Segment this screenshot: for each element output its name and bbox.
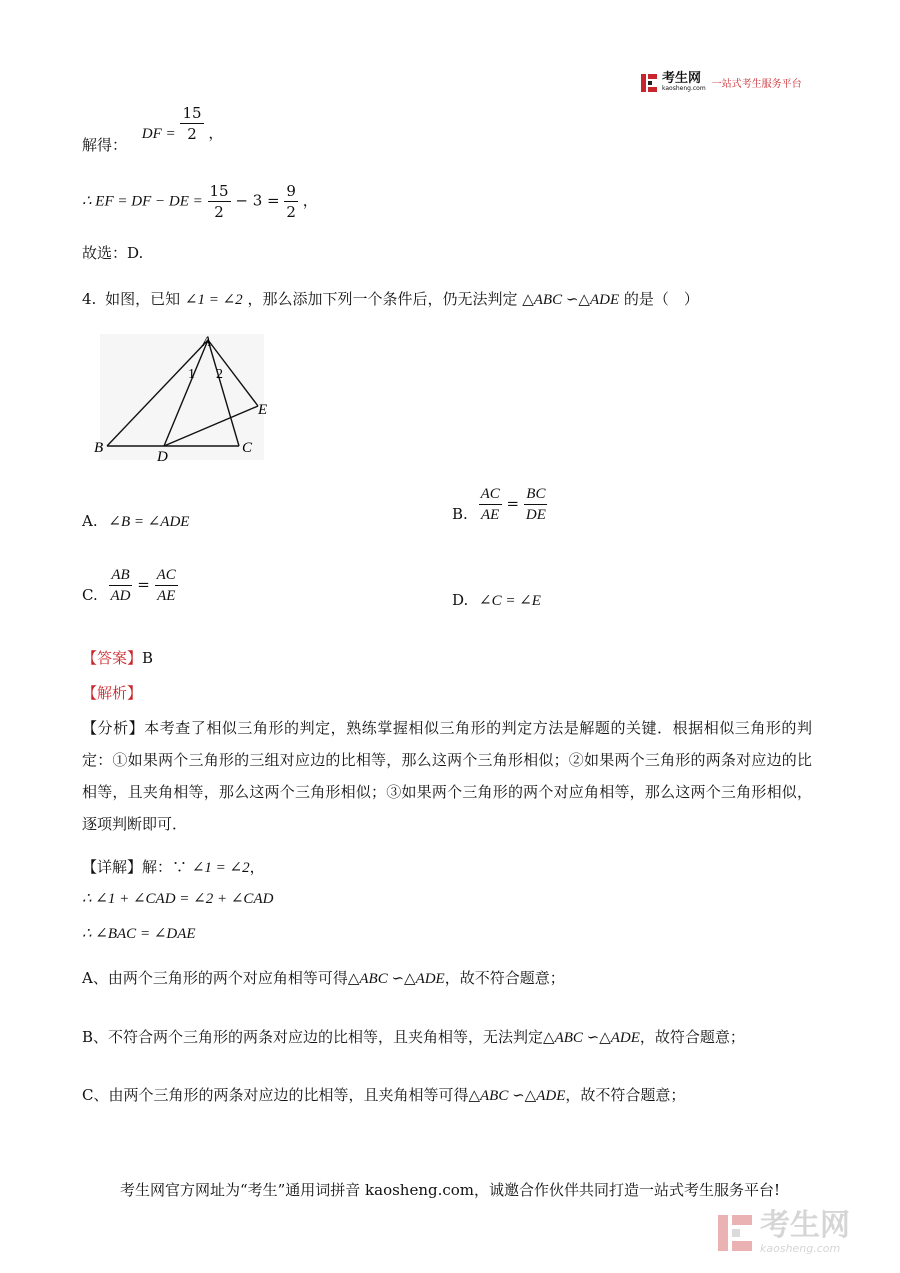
- label-e: E: [258, 402, 268, 418]
- df-num: 15: [182, 104, 202, 122]
- option-c-frac-2: [155, 565, 178, 606]
- solve-line: [82, 103, 224, 154]
- explain-b-sim: △ABC ∽△ADE: [543, 1030, 640, 1046]
- option-b-frac-1: [479, 484, 502, 525]
- option-c-letter: C.: [82, 585, 98, 604]
- option-a-letter: A.: [82, 512, 98, 530]
- ef-den-2: 2: [286, 203, 296, 221]
- stem-part-b: ，那么添加下列一个条件后，仍无法判定: [247, 290, 518, 308]
- label-c: C: [242, 440, 253, 456]
- step-2: ∴ ∠BAC = ∠DAE: [82, 926, 196, 942]
- detail-intro: 解：∵: [142, 858, 188, 876]
- explain-b: [82, 1027, 745, 1048]
- explain-c-post: ，故不符合题意；: [565, 1086, 686, 1104]
- df-fraction: [180, 103, 203, 144]
- prev-choice: 故选：D.: [82, 244, 144, 262]
- stem-part-c: 的是（ ）: [623, 290, 699, 308]
- option-c-frac-1: [109, 565, 133, 606]
- answer-line: [82, 648, 153, 668]
- label-d: D: [157, 449, 168, 465]
- analysis-paragraph: [82, 712, 812, 840]
- option-d[interactable]: [452, 590, 541, 611]
- df-tail: ，: [208, 123, 224, 142]
- watermark-logo-icon: [716, 1213, 754, 1253]
- explain-c-pre: C、由两个三角形的两条对应边的比相等，且夹角相等可得: [82, 1086, 469, 1104]
- explain-a-pre: A、由两个三角形的两个对应角相等可得: [82, 969, 348, 987]
- option-b-num-1: AC: [479, 484, 502, 505]
- explain-b-post: ，故符合题意；: [639, 1028, 745, 1046]
- explain-c: [82, 1085, 685, 1106]
- explain-a: [82, 968, 565, 989]
- detail-cond: ∠1 = ∠2: [191, 860, 250, 876]
- df-den: 2: [187, 125, 197, 143]
- stem-condition: ∠1 = ∠2: [184, 292, 243, 308]
- label-b: B: [94, 440, 104, 456]
- option-c-den-2: AE: [157, 588, 176, 604]
- option-c[interactable]: [82, 565, 178, 606]
- df-lhs: DF =: [141, 125, 176, 142]
- option-a-expr: ∠B = ∠ADE: [108, 514, 190, 530]
- ef-line: [82, 181, 318, 222]
- ef-num-2: 9: [286, 182, 296, 200]
- option-c-num-2: AC: [155, 565, 178, 586]
- fenxi-tag: 【分析】: [82, 719, 145, 737]
- watermark-text: 考生网: [760, 1208, 850, 1243]
- option-d-letter: D.: [452, 591, 469, 609]
- ef-mid: − 3 =: [235, 191, 280, 210]
- label-angle-1: 1: [188, 367, 195, 382]
- option-b[interactable]: [452, 484, 548, 525]
- option-b-letter: B.: [452, 504, 468, 523]
- ef-tail: ，: [302, 191, 318, 210]
- kaosheng-logo-icon: [640, 73, 658, 93]
- explain-a-sim: △ABC ∽△ADE: [347, 971, 445, 987]
- ef-lhs: ∴ EF = DF − DE =: [82, 193, 203, 210]
- explain-a-post: ，故不符合题意；: [444, 969, 565, 987]
- ef-fraction-2: [284, 181, 298, 222]
- figure-background: [100, 334, 264, 460]
- footer-text: 考生网官方网址为“考生”通用词拼音 kaosheng.com，诚邀合作伙伴共同打造一站式考生服务平台!: [119, 1181, 781, 1199]
- watermark-sub: kaosheng.com: [760, 1242, 841, 1255]
- logo-sub: kaosheng.com: [662, 85, 706, 92]
- option-b-frac-2: [524, 484, 548, 525]
- detail-tail: ，: [249, 858, 265, 876]
- option-c-den-1: AD: [110, 588, 131, 604]
- header-logo: [640, 72, 802, 93]
- explain-c-sim: △ABC ∽△ADE: [468, 1088, 566, 1104]
- explain-b-pre: B、不符合两个三角形的两条对应边的比相等，且夹角相等，无法判定: [82, 1028, 544, 1046]
- option-b-den-1: AE: [481, 507, 500, 523]
- detail-line: [82, 857, 265, 878]
- label-angle-2: 2: [216, 367, 223, 382]
- question-stem: [82, 289, 699, 310]
- stem-similar: △ABC ∽△ADE: [522, 292, 620, 308]
- ef-den-1: 2: [214, 203, 224, 221]
- option-c-eq: =: [137, 575, 150, 594]
- solve-label: 解得：: [82, 135, 128, 154]
- option-b-den-2: DE: [525, 507, 546, 523]
- label-a: A: [202, 334, 212, 350]
- option-c-num-1: AB: [109, 565, 131, 586]
- header-slogan: 一站式考生服务平台: [711, 79, 802, 90]
- step-1: ∴ ∠1 + ∠CAD = ∠2 + ∠CAD: [82, 891, 274, 907]
- logo-text: 考生网: [662, 71, 702, 86]
- fenxi-text: 本考查了相似三角形的判定，熟练掌握相似三角形的判定方法是解题的关键．根据相似三角形的判定：①如果两个三角形的三组对应边的比相等，那么这两个三角形相似；②如果两个三角形的两条对应边的比相等，且夹角相等，那么这两个三角形相似；③如果两个三角形的两个对应角相等，那么这两个三角形相似，逐项判断即可．: [82, 719, 812, 833]
- footer-watermark: [716, 1210, 850, 1255]
- option-b-num-2: BC: [524, 484, 547, 505]
- stem-part-a: 如图，已知: [105, 290, 181, 308]
- analysis-tag: 【解析】: [82, 684, 143, 702]
- triangle-figure: [88, 330, 278, 466]
- question-number: 4.: [82, 290, 97, 308]
- answer-tag: 【答案】: [82, 649, 143, 667]
- answer-value: B: [142, 649, 154, 667]
- option-b-eq: =: [506, 494, 520, 513]
- detail-tag: 【详解】: [82, 858, 143, 876]
- ef-num-1: 15: [209, 182, 229, 200]
- ef-fraction-1: [208, 181, 231, 222]
- option-d-expr: ∠C = ∠E: [479, 593, 541, 609]
- option-a[interactable]: [82, 511, 189, 532]
